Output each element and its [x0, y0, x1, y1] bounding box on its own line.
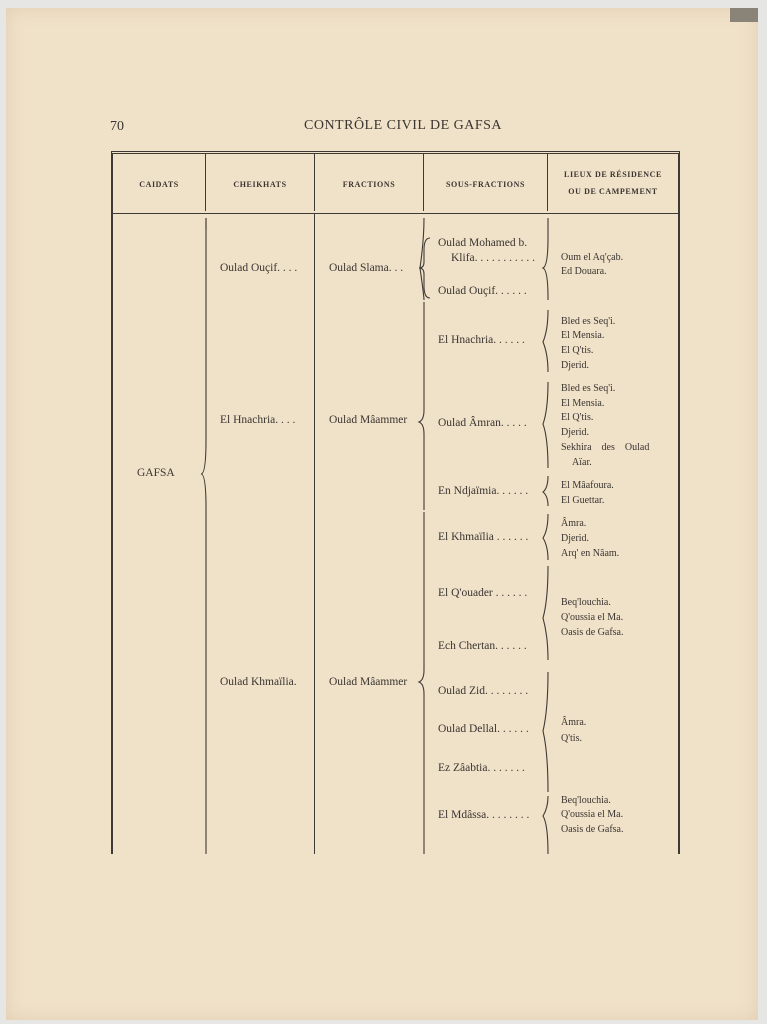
page-number: 70 — [110, 119, 124, 134]
lieu-6: Djerid. — [561, 360, 590, 371]
lieu-1: Oum el Aq'çab. — [561, 252, 624, 263]
brace-res-2 — [543, 310, 548, 372]
sous-fraction-8: Ech Chertan. . . . . . — [438, 640, 527, 652]
lieu-11: Sekhira des Oulad — [561, 442, 650, 453]
lieu-14: El Guettar. — [561, 495, 605, 506]
lieu-2: Ed Douara. — [561, 266, 607, 277]
brace-res-1 — [543, 218, 548, 300]
header-caidats: CAIDATS — [139, 180, 179, 189]
fraction-1: Oulad Slama. . . — [329, 262, 404, 274]
brace-res-7 — [543, 672, 548, 792]
lieu-20: Oasis de Gafsa. — [561, 627, 624, 638]
lieu-17: Arq' en Nâam. — [561, 548, 620, 559]
sous-fraction-9: Oulad Zid. . . . . . . . — [438, 685, 529, 697]
lieu-15: Âmra. — [561, 518, 587, 529]
lieu-23: Beq'louchia. — [561, 795, 611, 806]
caidat-gafsa: GAFSA — [137, 467, 175, 479]
lieu-12: Aïar. — [572, 457, 592, 468]
brace-res-3 — [543, 382, 548, 468]
sous-fraction-7: El Q'ouader . . . . . . — [438, 587, 528, 599]
cheikhat-2: El Hnachria. . . . — [220, 414, 296, 426]
lieu-5: El Q'tis. — [561, 345, 594, 356]
fraction-3: Oulad Mâammer — [329, 676, 408, 688]
header-lieux-line-2: OU DE CAMPEMENT — [568, 187, 658, 196]
lieu-21: Âmra. — [561, 717, 587, 728]
brace-res-4 — [543, 476, 548, 506]
lieu-25: Oasis de Gafsa. — [561, 824, 624, 835]
sous-fraction-11: Ez Zâabtia. . . . . . . — [438, 762, 525, 774]
lieu-24: Q'oussia el Ma. — [561, 809, 624, 820]
sous-fraction-4: Oulad Âmran. . . . . — [438, 417, 527, 429]
brace-fraction-hnachria — [419, 302, 424, 510]
sous-fraction-1b: Klifa. . . . . . . . . . . — [451, 252, 536, 264]
lieu-4: El Mensia. — [561, 330, 605, 341]
lieu-9: El Q'tis. — [561, 412, 594, 423]
sous-fraction-3: El Hnachria. . . . . . — [438, 334, 525, 346]
header-cheikhats: CHEIKHATS — [233, 180, 287, 189]
lieu-13: El Mâafoura. — [561, 480, 614, 491]
lieu-19: Q'oussia el Ma. — [561, 612, 624, 623]
header-lieux-line-1: LIEUX DE RÉSIDENCE — [564, 170, 662, 179]
sous-fraction-10: Oulad Dellal. . . . . . — [438, 723, 529, 735]
sous-fraction-5: En Ndjaïmia. . . . . . — [438, 485, 529, 497]
brace-res-6 — [543, 566, 548, 660]
sous-fraction-12: El Mdâssa. . . . . . . . — [438, 809, 530, 821]
brace-caidat — [201, 218, 206, 854]
sous-fraction-1a: Oulad Mohamed b. — [438, 237, 528, 249]
brace-res-5 — [543, 514, 548, 560]
lieu-10: Djerid. — [561, 427, 590, 438]
header-sous-fractions: SOUS-FRACTIONS — [445, 180, 526, 189]
cheikhat-1: Oulad Ouçif. . . . — [220, 262, 298, 274]
brace-fraction-khmailia — [419, 512, 424, 854]
brace-res-8 — [543, 796, 548, 854]
sous-fraction-2: Oulad Ouçif. . . . . . — [438, 285, 527, 297]
lieu-16: Djerid. — [561, 533, 590, 544]
header-fractions: FRACTIONS — [342, 180, 396, 189]
brace-fraction-slama — [419, 238, 430, 298]
lieu-7: Bled es Seq'i. — [561, 383, 616, 394]
lieu-22: Q'tis. — [561, 733, 582, 744]
page-title: CONTRÔLE CIVIL DE GAFSA — [304, 118, 503, 133]
fraction-2: Oulad Mâammer — [329, 414, 408, 426]
sous-fraction-6: El Khmaïlia . . . . . . — [438, 531, 529, 543]
lieu-3: Bled es Seq'i. — [561, 316, 616, 327]
lieu-8: El Mensia. — [561, 398, 605, 409]
cheikhat-3: Oulad Khmaïlia. — [220, 676, 297, 688]
brace-cheikhat-ouçif — [420, 218, 424, 300]
lieu-18: Beq'louchia. — [561, 597, 611, 608]
